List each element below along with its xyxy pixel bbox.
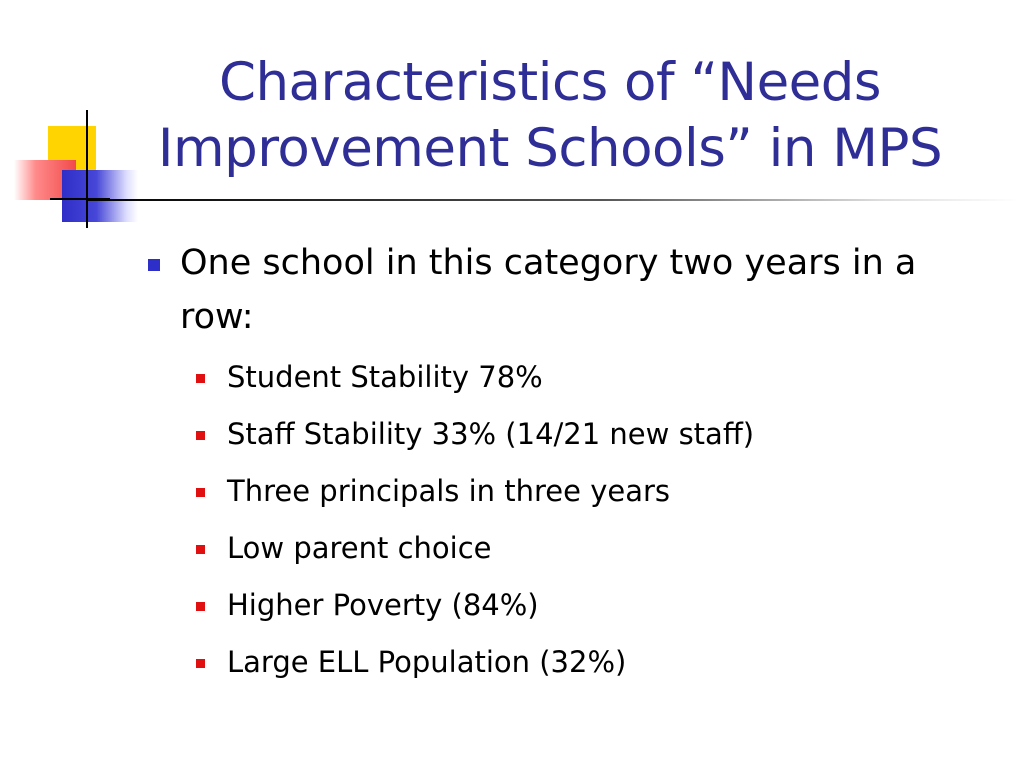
sub-bullet-icon	[196, 545, 205, 554]
sub-bullet-text: Large ELL Population (32%)	[227, 645, 627, 679]
sub-bullet-item	[196, 642, 996, 692]
sub-bullet-text: Staff Stability 33% (14/21 new staff)	[227, 417, 755, 451]
sub-bullet-text: Higher Poverty (84%)	[227, 588, 539, 622]
slide-title	[120, 50, 980, 182]
sub-bullet-text: Three principals in three years	[227, 474, 671, 508]
main-bullet-icon	[148, 259, 160, 271]
decorative-vertical-line	[86, 110, 88, 228]
sub-bullet-icon	[196, 659, 205, 668]
slide-title-line-1: Characteristics of “Needs	[218, 52, 882, 113]
sub-bullet-item	[196, 585, 996, 635]
sub-bullet-item	[196, 357, 996, 407]
sub-bullet-item	[196, 471, 996, 521]
title-underline	[88, 199, 1020, 201]
sub-bullet-icon	[196, 431, 205, 440]
sub-bullet-icon	[196, 488, 205, 497]
main-bullet-text: One school in this category two years in a row:	[180, 243, 917, 337]
sub-bullet-item	[196, 414, 996, 464]
sub-bullet-icon	[196, 374, 205, 383]
sub-bullet-icon	[196, 602, 205, 611]
sub-bullet-text: Student Stability 78%	[227, 360, 543, 394]
sub-bullet-item	[196, 528, 996, 578]
slide-title-line-2: Improvement Schools” in MPS	[157, 118, 943, 179]
sub-bullet-text: Low parent choice	[227, 531, 492, 565]
